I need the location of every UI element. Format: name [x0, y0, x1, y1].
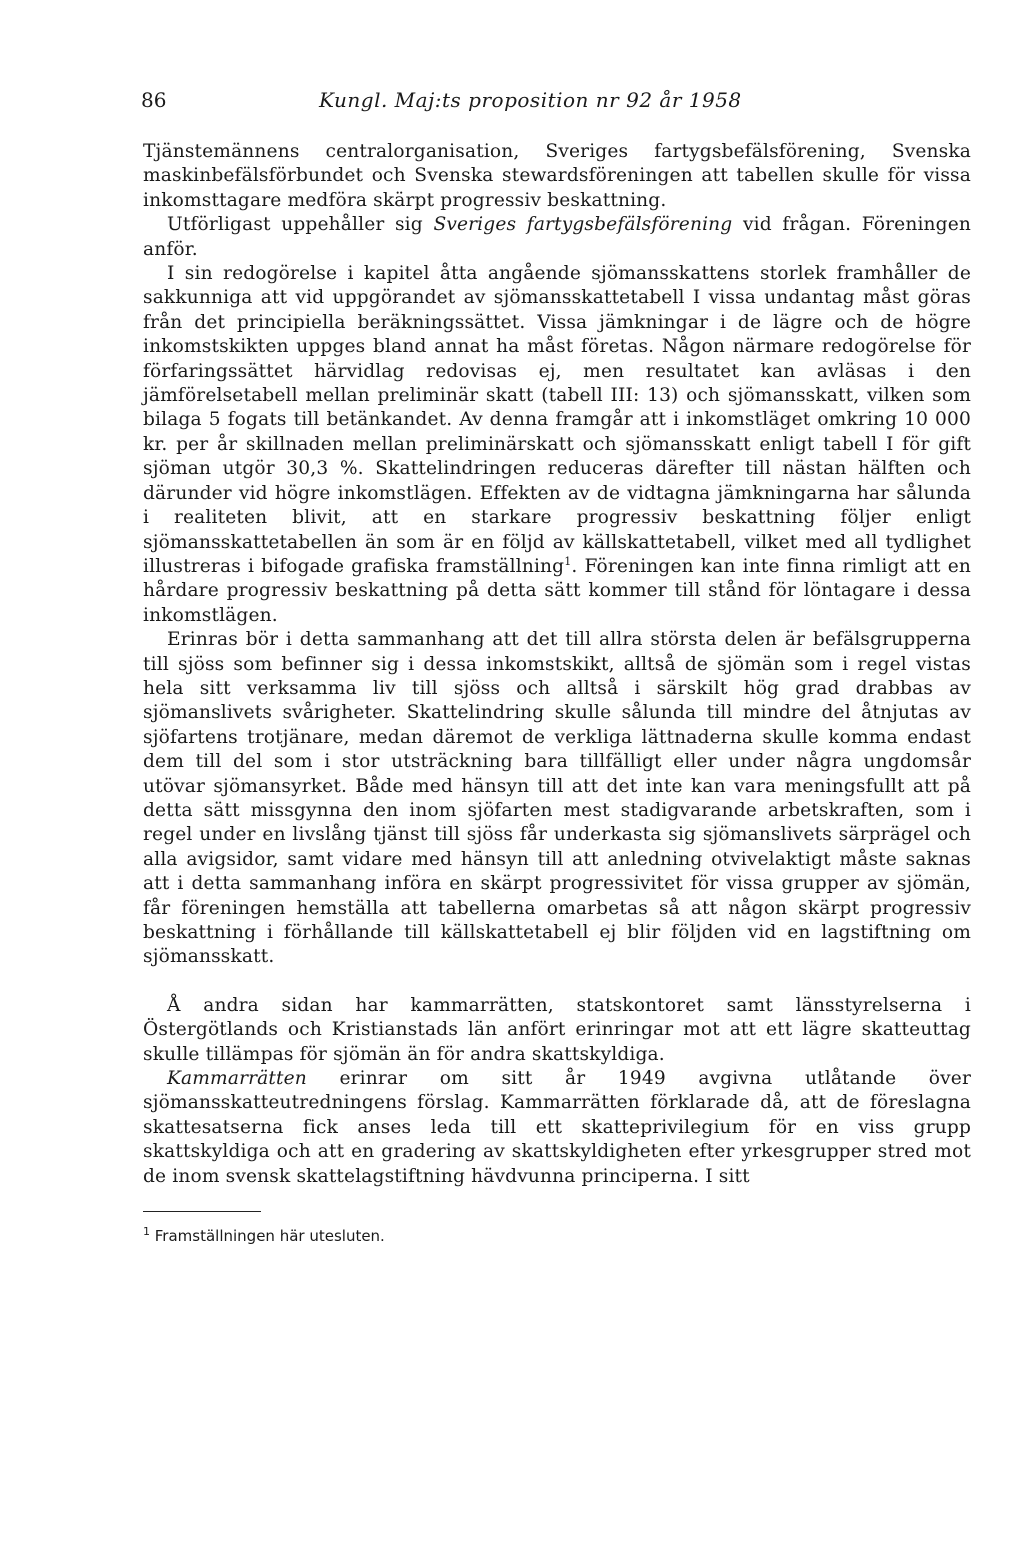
paragraph-6 — [143, 1067, 971, 1189]
paragraph-4 — [143, 628, 971, 970]
paragraph-2-text-a: Utförligast uppehåller sig — [167, 214, 434, 236]
running-header — [141, 88, 971, 120]
paragraph-2-italic: Sveriges fartygsbefälsförening — [433, 214, 733, 236]
paragraph-5-text: Å andra sidan har kammarrätten, statskontoret samt länsstyrelserna i Östergötlands och Kristianstads län anfört erinringar mot att ett lägre skatteuttag skulle tillämpas för sjömän än för andra skattskyldiga. — [143, 994, 971, 1065]
paragraph-6-text: erinrar om sitt år 1949 avgivna utlåtande över sjömansskatteutredningens förslag. Kammarrätten förklarade då, att de föreslagna skattesatserna fick anses leda till ett skatteprivilegium för en viss grupp skattskyldiga och att en gradering av skattskyldigheten efter yrkesgrupper stred mot de inom svensk skattelagstiftning hävdvunna principerna. I sitt — [143, 1068, 971, 1187]
paragraph-3-text-a: I sin redogörelse i kapitel åtta angående sjömansskattens storlek framhåller de sakkunniga att vid uppgörandet av sjömansskattetabell I vissa undantag måst göras från det principiella beräkningssättet. Vissa jämkningar i de lägre och de högre inkomstskikten uppges bland annat ha måst företas. Någon närmare redogörelse för förfaringssättet härvidlag redovisas ej, men resultatet kan avläsas i den jämförelsetabell mellan preliminär skatt (tabell III: 13) och sjömansskatt, vilken som bilaga 5 fogats till betänkandet. Av denna framgår att i inkomstläget omkring 10 000 kr. per år skillnaden mellan preliminärskatt och sjömansskatt enligt tabell I för gift sjöman utgör 30,3 %. Skattelindringen reduceras därefter till nästan hälften och därunder vid högre inkomstlägen. Effekten av de vidtagna jämkningarna har sålunda i realiteten blivit, att en starkare progressiv beskattning följer enligt sjömansskattetabellen än som är en följd av källskattetabell, vilket med all tydlighet illustreras i bifogade grafiska framställning — [143, 263, 971, 577]
footnote — [143, 1226, 971, 1246]
footnote-divider — [143, 1211, 261, 1212]
paragraph-3-text-b: . Föreningen kan inte finna rimligt att en hårdare progressiv beskattning på detta sätt kommer till stånd för löntagare i dessa inkomstlägen. — [143, 555, 971, 626]
paragraph-2 — [143, 213, 971, 262]
paragraph-1 — [143, 140, 971, 213]
paragraph-6-italic: Kammarrätten — [167, 1068, 307, 1090]
footnote-marker: 1 — [143, 1225, 150, 1239]
footnote-reference: 1 — [564, 554, 572, 568]
page-number: 86 — [141, 88, 167, 112]
running-title: Kungl. Maj:ts proposition nr 92 år 1958 — [319, 88, 742, 112]
paragraph-2-text-b: vid frågan. Föreningen anför. — [143, 214, 972, 260]
paragraph-5 — [143, 994, 971, 1067]
paragraph-4-text: Erinras bör i detta sammanhang att det till allra största delen är befälsgrupperna till sjöss som befinner sig i dessa inkomstskikt, alltså de sjömän som i regel vistas hela sitt verksamma liv till sjöss och alltså i särskilt hög grad drabbas av sjömanslivets svårigheter. Skattelindring skulle sålunda till mindre del åtnjutas av sjöfartens trotjänare, medan däremot de verkliga lättnaderna skulle komma endast dem till del som i stor utsträckning bara tillfälligt eller under några ungdomsår utövar sjömansyrket. Både med hänsyn till att det inte kan vara meningsfullt att på detta sätt missgynna den inom sjöfarten mest stadigvarande arbetskraften, som i regel under en livslång tjänst till sjöss får underkasta sig sjömanslivets särprägel och alla avigsidor, samt vidare med hänsyn till att anledning otvivelaktigt måste saknas att i detta sammanhang införa en skärpt progressivitet för vissa grupper av sjömän, får föreningen hemställa att tabellerna omarbetas så att någon skärpt progressiv beskattning i förhållande till källskattetabell ej blir följden vid en lagstiftning om sjömansskatt. — [143, 629, 971, 968]
footnote-text: Framställningen här utesluten. — [150, 1227, 385, 1246]
paragraph-3 — [143, 262, 971, 628]
document-page — [143, 88, 971, 1246]
paragraph-1-text: Tjänstemännens centralorganisation, Sveriges fartygsbefälsförening, Svenska maskinbefälsförbundet och Svenska stewardsföreningen att tabellen skulle för vissa inkomsttagare medföra skärpt progressiv beskattning. — [143, 141, 971, 211]
